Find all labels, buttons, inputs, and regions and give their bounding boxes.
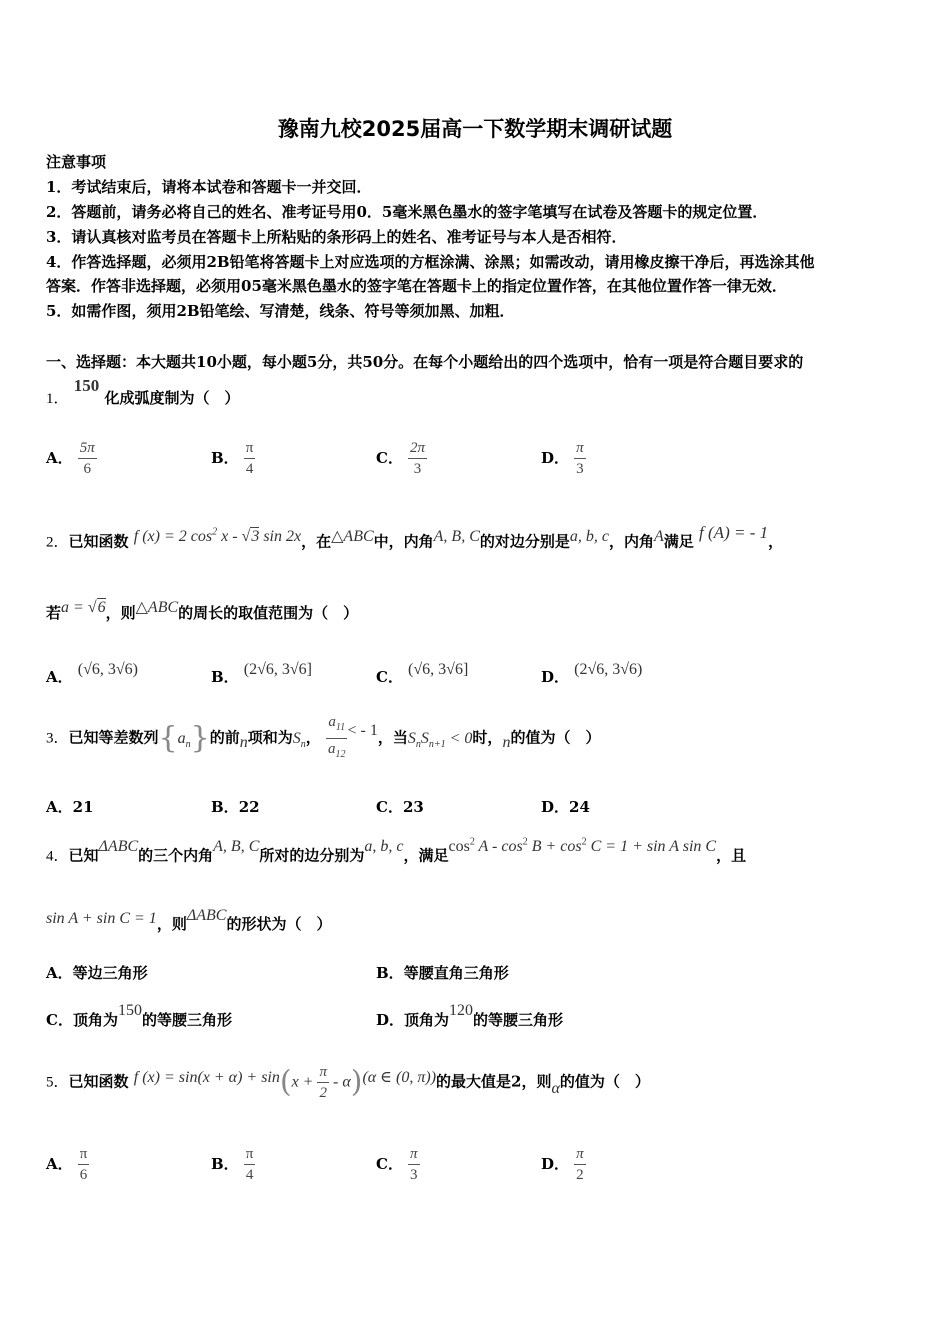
math-sum: $S_n$ — [292, 729, 306, 750]
math-product: $S_nS_{n+1} < 0$ — [407, 729, 473, 750]
function-expression: f (x) = sin(x + α) + sin — [133, 1068, 280, 1086]
question-text: ，当 — [377, 728, 408, 747]
math-domain: (α ∈ (0, π)) — [362, 1068, 437, 1086]
question-text: 化成弧度制为（ ） — [104, 389, 240, 407]
question-2 — [46, 523, 784, 552]
question-text: ，满足 — [403, 846, 449, 865]
math-inequality: < - 1 — [347, 721, 378, 739]
q4-option-a[interactable]: A．等边三角形 — [46, 964, 148, 982]
question-number: 4． — [46, 848, 69, 865]
question-text: 的对边分别是 — [479, 532, 570, 551]
q1-option-b[interactable] — [211, 440, 255, 477]
question-5 — [46, 1064, 650, 1101]
math-angle: A — [654, 528, 664, 546]
question-text: ，则 — [105, 604, 136, 622]
brace-right: } — [190, 720, 210, 756]
q3-option-d[interactable]: D．24 — [541, 798, 590, 816]
paren-right: ) — [350, 1064, 363, 1100]
question-1 — [46, 376, 240, 407]
option-expression: (√6, 3√6) — [77, 661, 138, 678]
question-text: 已知等差数列 — [68, 728, 159, 747]
q4-option-c[interactable]: C．顶角为150的等腰三角形 — [46, 1002, 232, 1029]
option-label: A． — [46, 449, 73, 467]
question-text: ，且 — [716, 846, 747, 865]
notice-item: 答案．作答非选择题，必须用05毫米黑色墨水的签字笔在答题卡上的指定位置作答，在其他位置作答一律无效． — [46, 277, 787, 295]
q3-option-a[interactable]: A．21 — [46, 798, 94, 816]
question-text: 满足 — [663, 532, 694, 551]
option-label: C． — [376, 668, 403, 686]
option-label: B． — [211, 1155, 239, 1173]
q1-option-c[interactable] — [376, 440, 427, 477]
function-expression: f (x) = 2 $\cos^2 x - √3$ sin 2x — [133, 527, 302, 546]
notice-item: 2．答题前，请务必将自己的姓名、准考证号用0．5毫米黑色墨水的签字笔填写在试卷及答题卡的规定位置． — [46, 203, 768, 221]
notice-item: 3．请认真核对监考员在答题卡上所粘贴的条形码上的姓名、准考证号与本人是否相符． — [46, 228, 627, 246]
q1-option-d[interactable] — [541, 440, 586, 477]
question-text: 所对的边分别为 — [259, 846, 365, 865]
notice-item: 5．如需作图，须用2B铅笔绘、写清楚，线条、符号等须加黑、加粗． — [46, 302, 515, 320]
math-sequence: $a_n$ — [177, 729, 191, 750]
question-text: ，内角 — [609, 532, 655, 551]
option-label: C． — [376, 449, 403, 467]
option-fraction: $\frac{\pi}{4}$ — [245, 1146, 254, 1183]
q2-option-b[interactable] — [211, 658, 312, 686]
math-triangle: △ABC — [135, 599, 179, 616]
q5-option-a[interactable] — [46, 1146, 89, 1183]
math-n: n — [502, 733, 511, 751]
math-sides: a, b, c — [569, 528, 609, 546]
q5-option-b[interactable] — [211, 1146, 255, 1183]
math-angles: A, B, C — [433, 528, 480, 546]
math-alpha: α — [551, 1079, 560, 1097]
math-triangle: ΔABC — [186, 907, 227, 924]
q3-option-c[interactable]: C．23 — [376, 798, 424, 816]
max-value: 2 — [511, 1072, 522, 1091]
option-label: D． — [541, 449, 570, 467]
math-condition: f (A) = - 1 — [699, 523, 769, 543]
section-heading: 一、选择题：本大题共10小题，每小题5分，共50分。在每个小题给出的四个选项中，恰有一项是符合题目要求的 — [46, 353, 804, 371]
question-text: 的值为（ ） — [510, 728, 601, 747]
question-text: ， — [305, 728, 321, 747]
question-text: 已知函数 — [68, 532, 129, 551]
function-expression: x + — [291, 1073, 318, 1091]
question-text: 项和为 — [247, 728, 293, 747]
math-angles: A, B, C — [213, 838, 260, 856]
paren-left: ( — [279, 1064, 292, 1100]
question-text: 的最大值是 — [436, 1072, 512, 1091]
exam-title: 豫南九校2025届高一下数学期末调研试题 — [277, 117, 673, 141]
function-expression: - α — [329, 1073, 351, 1091]
notice-heading: 注意事项 — [46, 153, 107, 171]
question-text: ，则 — [156, 915, 187, 933]
option-label: A． — [46, 1155, 73, 1173]
question-number: 3． — [46, 730, 69, 747]
math-equation: sin A + sin C = 1 — [46, 910, 157, 927]
option-fraction: $\frac{\pi}{4}$ — [245, 440, 254, 477]
question-4-cont — [46, 907, 332, 935]
question-text: 中，内角 — [373, 532, 434, 551]
question-text: 的前 — [209, 728, 240, 747]
notice-item: 1．考试结束后，请将本试卷和答题卡一并交回． — [46, 178, 372, 196]
q4-option-b[interactable]: B．等腰直角三角形 — [376, 964, 509, 982]
question-3 — [46, 714, 600, 763]
math-sides: a, b, c — [364, 838, 404, 856]
question-text: 的周长的取值范围为（ ） — [178, 604, 359, 622]
question-number: 1． — [46, 391, 69, 407]
math-triangle: ΔABC — [98, 838, 139, 856]
question-text: 的值为（ ） — [559, 1072, 650, 1091]
q5-option-d[interactable] — [541, 1146, 586, 1183]
option-fraction: $\frac{\pi}{3}$ — [576, 440, 584, 477]
option-label: B． — [211, 668, 239, 686]
question-text: 若 — [46, 604, 62, 622]
q5-option-c[interactable] — [376, 1146, 420, 1183]
math-fraction: $\frac{a_{11}}{a_{12}}$ — [328, 714, 346, 760]
option-expression: (2√6, 3√6) — [574, 661, 643, 678]
option-fraction: $\frac{5\pi}{6}$ — [79, 440, 95, 477]
math-n: n — [239, 733, 248, 751]
math-triangle: △ABC — [331, 528, 374, 546]
option-label: C． — [376, 1155, 403, 1173]
question-4 — [46, 837, 747, 866]
option-expression: (√6, 3√6] — [408, 661, 469, 678]
question-text: ，则 — [521, 1072, 552, 1091]
question-text: 已知函数 — [68, 1072, 129, 1091]
q1-option-a[interactable] — [46, 440, 97, 477]
question-text: ， — [768, 532, 784, 551]
math-fraction: $\frac{\pi}{2}$ — [319, 1064, 327, 1101]
option-label: A． — [46, 668, 73, 686]
option-label: D． — [541, 1155, 570, 1173]
question-text: 已知 — [68, 846, 99, 865]
notice-item: 4．作答选择题，必须用2B铅笔将答题卡上对应选项的方框涂满、涂黑；如需改动，请用橡皮擦干净后，再选涂其他 — [46, 253, 815, 271]
math-side-value: a = √6 — [61, 599, 106, 616]
q2-option-a[interactable] — [46, 658, 138, 686]
option-fraction: $\frac{\pi}{2}$ — [576, 1146, 584, 1183]
question-number: 2． — [46, 534, 69, 551]
question-text: 的三个内角 — [138, 846, 214, 865]
degree-value: 150 — [73, 376, 100, 395]
question-number: 5． — [46, 1074, 69, 1091]
question-2-cont — [46, 599, 359, 624]
option-expression: (2√6, 3√6] — [243, 661, 312, 678]
brace-left: { — [158, 720, 178, 756]
q2-option-c[interactable] — [376, 658, 469, 686]
question-text: 的形状为（ ） — [226, 915, 332, 933]
q2-option-d[interactable] — [541, 658, 643, 686]
math-equation: $\cos^2 A - \cos^2 B + \cos^2 C = 1 + \sin A$ sin C — [448, 837, 717, 856]
option-fraction: $\frac{\pi}{6}$ — [79, 1146, 88, 1183]
q4-option-d[interactable]: D．顶角为120的等腰三角形 — [376, 1002, 564, 1029]
option-label: B． — [211, 449, 239, 467]
option-fraction: $\frac{\pi}{3}$ — [410, 1146, 418, 1183]
question-text: 时， — [472, 728, 503, 747]
question-text: ，在 — [301, 532, 332, 551]
q3-option-b[interactable]: B．22 — [211, 798, 260, 816]
option-fraction: $\frac{2\pi}{3}$ — [410, 440, 426, 477]
option-label: D． — [541, 668, 570, 686]
